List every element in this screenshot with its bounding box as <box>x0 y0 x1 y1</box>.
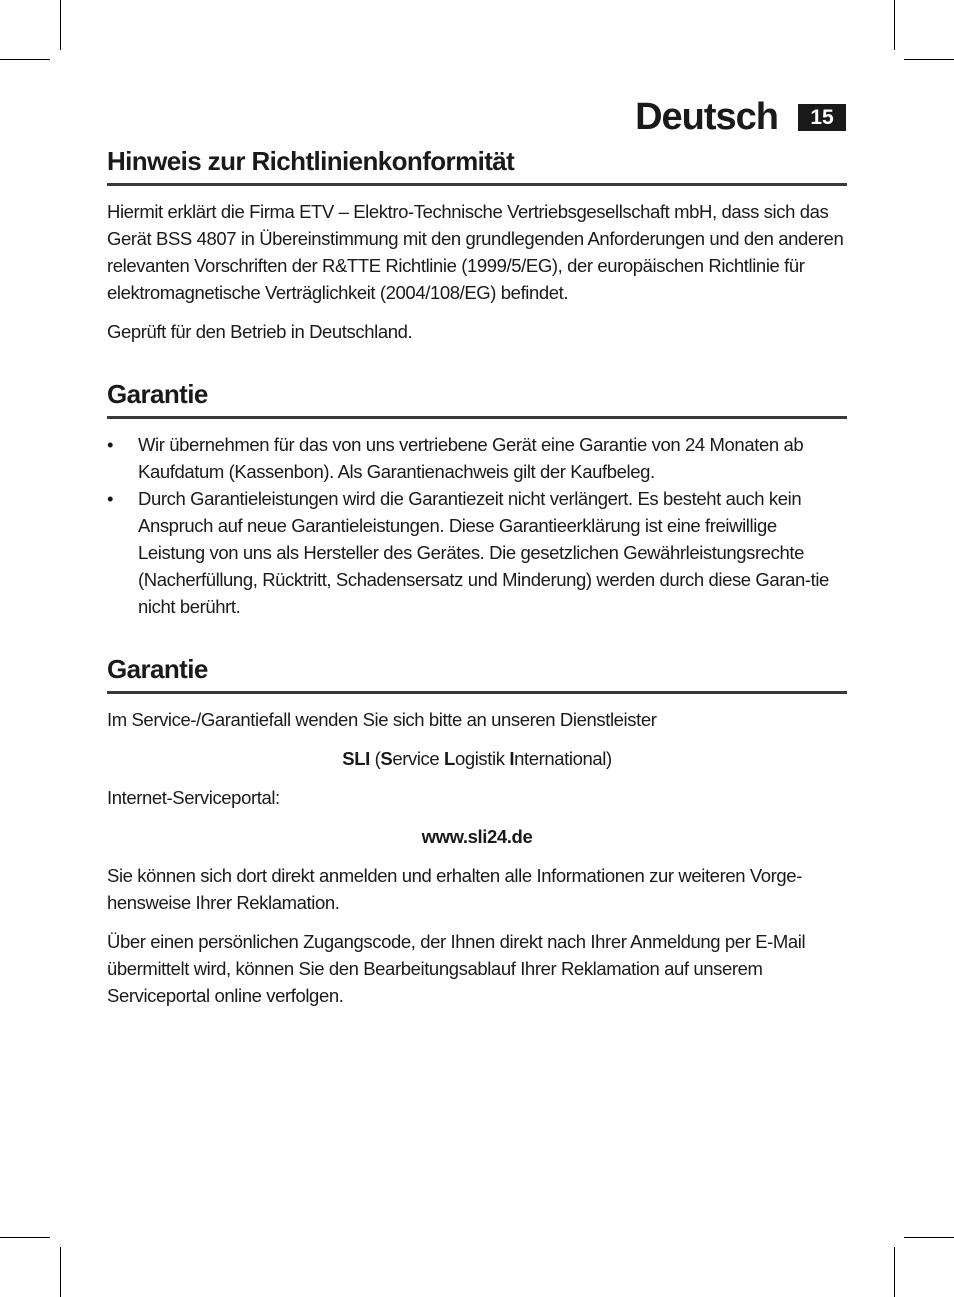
portal-label: Internet-Serviceportal: <box>107 787 280 808</box>
sli-service: ervice <box>392 748 445 769</box>
sli-logistik: ogistik <box>454 748 510 769</box>
bullet-icon: • <box>107 488 114 509</box>
conformity-heading: Hinweis zur Richtlinienkonformität <box>107 146 847 186</box>
list-item-text: Wir übernehmen für das von uns vertriebene Gerät eine Garantie von 24 Monaten ab Kaufdatum (Kassenbon). Als Garantienachweis gilt der Kaufbeleg. <box>138 434 804 482</box>
language-title: Deutsch <box>635 96 778 138</box>
tracking-paragraph: Über einen persönlichen Zugangscode, der Ihnen direkt nach Ihrer Anmeldung per E-Mail übermittelt wird, können Sie den Bearbeitungsablauf Ihrer Reklamation auf unserem Serviceportal online verfolgen. <box>107 931 806 1006</box>
crop-mark <box>60 0 61 50</box>
service-intro: Im Service-/Garantiefall wenden Sie sich bitte an unseren Dienstleister <box>107 709 657 730</box>
sli-paren: ( <box>369 748 381 769</box>
crop-mark <box>0 59 50 60</box>
conformity-paragraph: Hiermit erklärt die Firma ETV – Elektro-Technische Vertriebsgesellschaft mbH, dass sich das Gerät BSS 4807 in Übereinstimmung mit den grundlegenden Anforderungen und den anderen relevanten Vorschriften der R&TTE Richtlinie (1999/5/EG), der europäischen Richtlinie für elektromagnetische Verträglichkeit (2004/108/EG) befindet. <box>107 201 844 303</box>
crop-mark <box>904 1237 954 1238</box>
page-content <box>107 142 847 1009</box>
sli-s: S <box>380 748 393 769</box>
bullet-icon: • <box>107 434 114 455</box>
crop-mark <box>60 1247 61 1297</box>
crop-mark <box>894 0 895 50</box>
list-item-text: Durch Garantieleistungen wird die Garantiezeit nicht verlängert. Es besteht auch kein Anspruch auf neue Garantieleistungen. Diese Garantieerklärung ist eine freiwillige Leistung von uns als Hersteller des Gerätes. Die gesetzlichen Gewährleistungsrechte (Nacherfüllung, Rücktritt, Schadensersatz und Minderung) werden durch diese Garan-tie nicht berührt. <box>138 488 829 617</box>
conformity-section <box>107 146 847 345</box>
registration-paragraph: Sie können sich dort direkt anmelden und erhalten alle Informationen zur weiteren Vorge-hensweise Ihrer Reklamation. <box>107 865 802 913</box>
service-heading: Garantie <box>107 654 847 694</box>
crop-mark <box>904 59 954 60</box>
warranty-list <box>107 431 847 620</box>
page-header <box>635 96 846 139</box>
list-item <box>107 431 847 485</box>
crop-mark <box>894 1247 895 1297</box>
sli-international: nternational) <box>514 748 612 769</box>
sli-i: I <box>509 748 515 769</box>
service-provider-name <box>107 745 847 772</box>
portal-url-link[interactable]: www.sli24.de <box>421 826 533 847</box>
warranty-section <box>107 379 847 620</box>
service-section <box>107 654 847 1009</box>
list-item <box>107 485 847 620</box>
page-number: 15 <box>798 104 846 131</box>
tested-note: Geprüft für den Betrieb in Deutschland. <box>107 321 413 342</box>
warranty-heading: Garantie <box>107 379 847 419</box>
crop-mark <box>0 1237 50 1238</box>
sli-abbreviation: SLI <box>342 748 370 769</box>
sli-l: L <box>444 748 455 769</box>
